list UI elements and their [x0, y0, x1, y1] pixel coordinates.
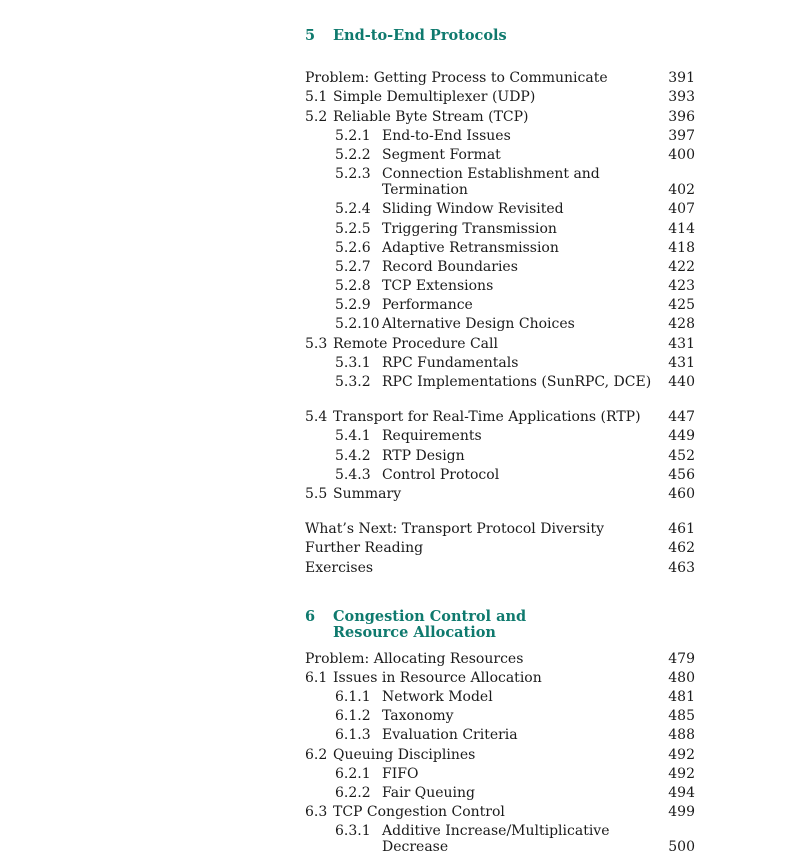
section-number: 5.2.1: [335, 128, 382, 144]
page-number: 462: [655, 540, 695, 556]
page-number: 423: [655, 278, 695, 294]
section-title: What’s Next: Transport Protocol Diversity: [305, 521, 655, 537]
toc-entry-text: [305, 651, 655, 667]
section-number: 5.4.3: [335, 467, 382, 483]
page-number: 414: [655, 221, 695, 237]
page-number: 431: [655, 355, 695, 371]
section-number: 5.2.4: [335, 201, 382, 217]
toc-entry-text: [305, 766, 655, 782]
toc-entry-text: [305, 428, 655, 444]
section-number: 5.2: [305, 109, 333, 125]
toc-entry-text: [305, 221, 655, 237]
toc-entry[interactable]: [305, 820, 695, 855]
section-number: 5.2.8: [335, 278, 382, 294]
toc-entry-text: [305, 747, 655, 763]
toc-entry-list: [305, 51, 695, 576]
toc-entry[interactable]: [305, 217, 695, 236]
section-title: Issues in Resource Allocation: [333, 670, 655, 686]
section-title: End-to-End Issues: [382, 128, 655, 144]
page-number: 463: [655, 560, 695, 576]
page-number: 500: [655, 839, 695, 855]
toc-entry-text: [305, 486, 655, 502]
page-number: 393: [655, 89, 695, 105]
toc-entry-text: [305, 240, 655, 256]
chapter-5-section: [305, 28, 695, 576]
page-number: 422: [655, 259, 695, 275]
toc-entry[interactable]: [305, 444, 695, 463]
section-title: Taxonomy: [382, 708, 655, 724]
section-number: 5.4.1: [335, 428, 382, 444]
section-number: 5.5: [305, 486, 333, 502]
chapter-heading: [305, 609, 605, 641]
section-number: 5.3: [305, 336, 333, 352]
page-number: 440: [655, 374, 695, 390]
section-number: 5.2.6: [335, 240, 382, 256]
page-number: 499: [655, 804, 695, 820]
section-title: Summary: [333, 486, 655, 502]
toc-entry-text: [305, 109, 655, 125]
section-title: Queuing Disciplines: [333, 747, 655, 763]
table-of-contents: [305, 25, 695, 855]
toc-entry[interactable]: [305, 801, 695, 820]
toc-entry[interactable]: [305, 390, 695, 425]
page-number: 396: [655, 109, 695, 125]
section-title: Simple Demultiplexer (UDP): [333, 89, 655, 105]
page-number: 460: [655, 486, 695, 502]
section-number: 6.1.2: [335, 708, 382, 724]
page-number: 407: [655, 201, 695, 217]
toc-entry[interactable]: [305, 332, 695, 351]
section-title: RPC Implementations (SunRPC, DCE): [382, 374, 655, 390]
section-title: Control Protocol: [382, 467, 655, 483]
section-number: 5.2.10: [335, 316, 382, 332]
toc-entry-text: [305, 89, 655, 105]
toc-entry[interactable]: [305, 724, 695, 743]
section-title: Additive Increase/Multiplicative Decrease: [382, 823, 655, 855]
section-number: 6.3: [305, 804, 333, 820]
toc-entry[interactable]: [305, 686, 695, 705]
toc-entry-text: [305, 540, 655, 556]
page-number: 447: [655, 409, 695, 425]
section-number: 5.2.2: [335, 147, 382, 163]
toc-entry-text: [305, 147, 655, 163]
chapter-number: 6: [305, 609, 333, 641]
toc-entry-text: [305, 560, 655, 576]
toc-entry[interactable]: [305, 105, 695, 124]
section-number: 6.2.1: [335, 766, 382, 782]
toc-entry-text: [305, 521, 655, 537]
section-title: Record Boundaries: [382, 259, 655, 275]
toc-entry-text: [305, 467, 655, 483]
toc-entry-text: [305, 409, 655, 425]
toc-entry[interactable]: [305, 483, 695, 502]
toc-entry[interactable]: [305, 425, 695, 444]
section-title: Connection Establishment and Termination: [382, 166, 655, 198]
page-number: 425: [655, 297, 695, 313]
section-title: Performance: [382, 297, 655, 313]
section-title: Fair Queuing: [382, 785, 655, 801]
toc-entry[interactable]: [305, 86, 695, 105]
toc-entry[interactable]: [305, 51, 695, 86]
toc-entry-text: [305, 316, 655, 332]
section-title: Alternative Design Choices: [382, 316, 655, 332]
toc-entry[interactable]: [305, 464, 695, 483]
page-number: 479: [655, 651, 695, 667]
toc-entry-text: [305, 70, 655, 86]
section-title: Problem: Allocating Resources: [305, 651, 655, 667]
section-number: 6.2: [305, 747, 333, 763]
toc-entry-text: [305, 708, 655, 724]
section-number: 5.2.9: [335, 297, 382, 313]
page-number: 428: [655, 316, 695, 332]
toc-entry[interactable]: [305, 648, 695, 667]
toc-entry-text: [305, 689, 655, 705]
section-number: 5.1: [305, 89, 333, 105]
section-number: 6.1.3: [335, 727, 382, 743]
toc-entry-text: [305, 448, 655, 464]
page-number: 397: [655, 128, 695, 144]
toc-entry-text: [305, 128, 655, 144]
toc-entry-text: [305, 804, 655, 820]
section-title: Exercises: [305, 560, 655, 576]
section-number: 5.2.3: [335, 166, 382, 198]
section-title: Evaluation Criteria: [382, 727, 655, 743]
section-title: Transport for Real-Time Applications (RTP): [333, 409, 655, 425]
section-number: 6.1: [305, 670, 333, 686]
toc-entry[interactable]: [305, 125, 695, 144]
section-title: FIFO: [382, 766, 655, 782]
page-number: 494: [655, 785, 695, 801]
section-title: Sliding Window Revisited: [382, 201, 655, 217]
toc-entry[interactable]: [305, 198, 695, 217]
toc-entry-list: [305, 648, 695, 855]
toc-entry[interactable]: [305, 537, 695, 556]
page-number: 456: [655, 467, 695, 483]
toc-entry-text: [305, 823, 655, 855]
section-title: Segment Format: [382, 147, 655, 163]
toc-entry-text: [305, 278, 655, 294]
section-number: 5.4: [305, 409, 333, 425]
section-number: 6.2.2: [335, 785, 382, 801]
toc-entry[interactable]: [305, 294, 695, 313]
toc-entry-text: [305, 336, 655, 352]
page-number: 488: [655, 727, 695, 743]
page-number: 492: [655, 747, 695, 763]
toc-entry[interactable]: [305, 256, 695, 275]
toc-entry[interactable]: [305, 371, 695, 390]
toc-entry[interactable]: [305, 763, 695, 782]
chapter-heading: [305, 28, 695, 44]
toc-entry[interactable]: [305, 667, 695, 686]
toc-entry[interactable]: [305, 502, 695, 537]
section-number: 5.2.5: [335, 221, 382, 237]
toc-entry[interactable]: [305, 352, 695, 371]
section-title: TCP Extensions: [382, 278, 655, 294]
section-title: Reliable Byte Stream (TCP): [333, 109, 655, 125]
toc-entry[interactable]: [305, 782, 695, 801]
section-title: Adaptive Retransmission: [382, 240, 655, 256]
page-number: 485: [655, 708, 695, 724]
toc-entry-text: [305, 670, 655, 686]
section-title: Further Reading: [305, 540, 655, 556]
toc-entry-text: [305, 355, 655, 371]
section-title: RTP Design: [382, 448, 655, 464]
chapter-6-section: [305, 609, 695, 855]
page-number: 492: [655, 766, 695, 782]
toc-entry[interactable]: [305, 163, 695, 198]
chapter-title: Congestion Control and Resource Allocation: [333, 609, 605, 641]
page-number: 391: [655, 70, 695, 86]
toc-entry-text: [305, 259, 655, 275]
toc-entry-text: [305, 201, 655, 217]
page-number: 452: [655, 448, 695, 464]
page-number: 418: [655, 240, 695, 256]
toc-entry[interactable]: [305, 275, 695, 294]
page-number: 449: [655, 428, 695, 444]
page-number: 431: [655, 336, 695, 352]
section-title: Remote Procedure Call: [333, 336, 655, 352]
section-number: 5.2.7: [335, 259, 382, 275]
chapter-number: 5: [305, 28, 333, 44]
section-title: Problem: Getting Process to Communicate: [305, 70, 655, 86]
chapter-title: End-to-End Protocols: [333, 28, 695, 44]
page-number: 480: [655, 670, 695, 686]
toc-entry[interactable]: [305, 705, 695, 724]
page-number: 461: [655, 521, 695, 537]
section-number: 6.1.1: [335, 689, 382, 705]
section-number: 5.4.2: [335, 448, 382, 464]
section-title: Network Model: [382, 689, 655, 705]
section-number: 5.3.1: [335, 355, 382, 371]
toc-entry[interactable]: [305, 743, 695, 762]
section-number: 5.3.2: [335, 374, 382, 390]
chapter-spacer: [305, 576, 695, 606]
section-title: Triggering Transmission: [382, 221, 655, 237]
toc-entry-text: [305, 727, 655, 743]
toc-entry[interactable]: [305, 237, 695, 256]
toc-entry[interactable]: [305, 556, 695, 575]
toc-entry-text: [305, 785, 655, 801]
page-number: 402: [655, 182, 695, 198]
section-title: RPC Fundamentals: [382, 355, 655, 371]
page-number: 481: [655, 689, 695, 705]
toc-entry[interactable]: [305, 313, 695, 332]
toc-entry[interactable]: [305, 144, 695, 163]
toc-entry-text: [305, 297, 655, 313]
section-title: TCP Congestion Control: [333, 804, 655, 820]
page-number: 400: [655, 147, 695, 163]
toc-entry-text: [305, 166, 655, 198]
toc-entry-text: [305, 374, 655, 390]
section-title: Requirements: [382, 428, 655, 444]
section-number: 6.3.1: [335, 823, 382, 855]
